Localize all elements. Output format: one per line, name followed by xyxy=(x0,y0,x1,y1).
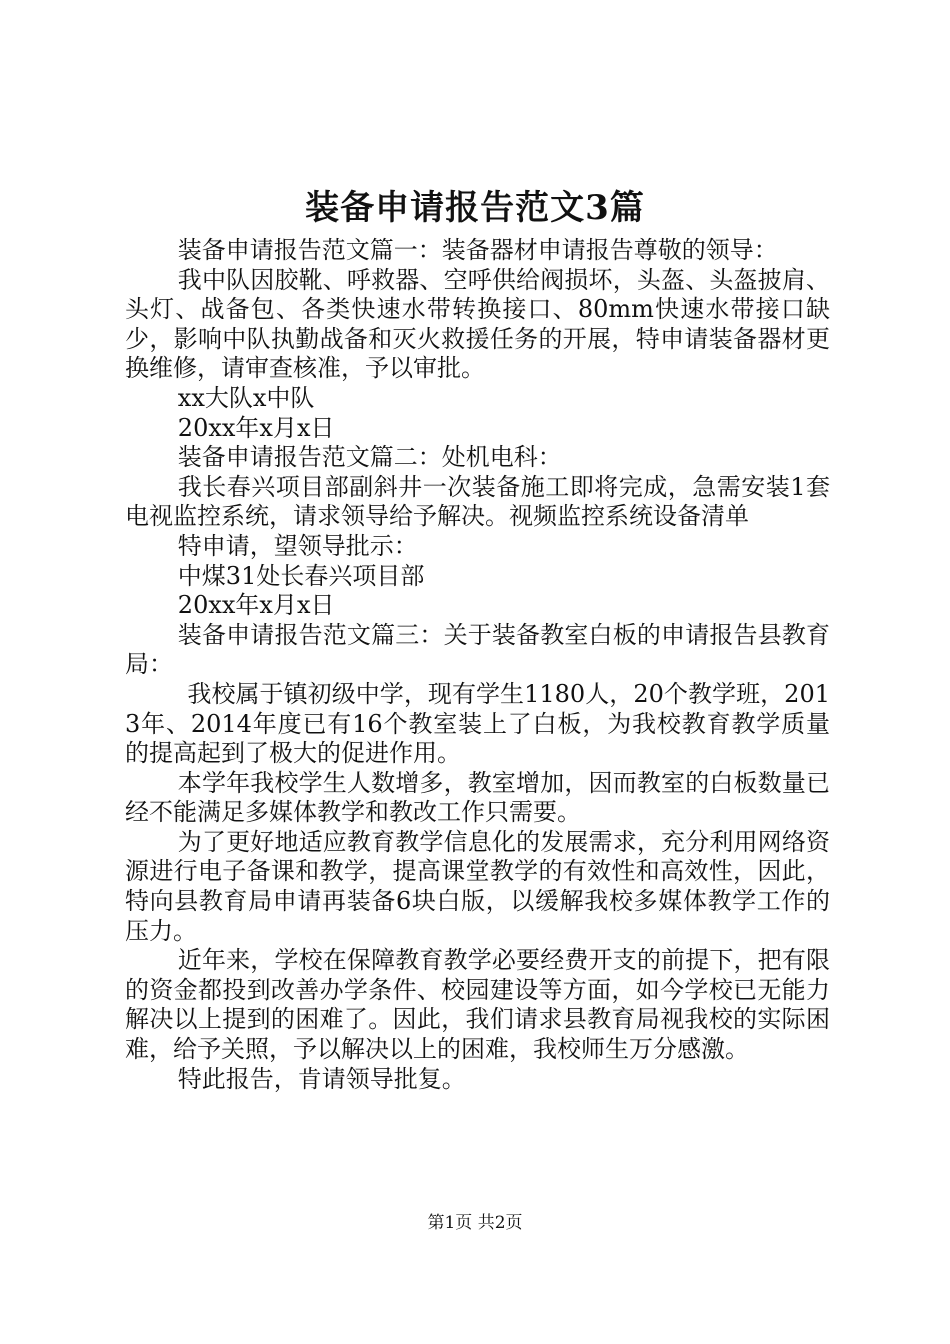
paragraph-7: 特申请，望领导批示： xyxy=(177,531,418,560)
paragraph-4: 20xx年x月x日 xyxy=(177,413,335,442)
paragraph-13: 为了更好地适应教育教学信息化的发展需求，充分利用网络资源进行电子备课和教学，提高课堂教学的有效性和高效性，因此，特向县教育局申请再装备6块白版，以缓解我校多媒体教学工作的压力。 xyxy=(125,827,830,945)
paragraph-6: 我长春兴项目部副斜井一次装备施工即将完成，急需安装1套电视监控系统，请求领导给予解决。视频监控系统设备清单 xyxy=(125,472,830,531)
paragraph-2: 我中队因胶靴、呼救器、空呼供给阀损坏，头盔、头盔披肩、头灯、战备包、各类快速水带转换接口、80mm快速水带接口缺少，影响中队执勤战备和灭火救援任务的开展，特申请装备器材更换维修，请审查核准，予以审批。 xyxy=(125,265,830,383)
paragraph-10: 装备申请报告范文篇三：关于装备教室白板的申请报告县教育局： xyxy=(125,620,830,679)
document-title: 装备申请报告范文3篇 xyxy=(305,188,645,228)
paragraph-3: xx大队x中队 xyxy=(177,383,315,412)
paragraph-5: 装备申请报告范文篇二：处机电科： xyxy=(177,443,562,472)
paragraph-8: 中煤31处长春兴项目部 xyxy=(177,561,425,590)
paragraph-1: 装备申请报告范文篇一：装备器材申请报告尊敬的领导： xyxy=(177,236,778,264)
paragraph-14: 近年来，学校在保障教育教学必要经费开支的前提下，把有限的资金都投到改善办学条件、校园建设等方面，如今学校已无能力解决以上提到的困难了。因此，我们请求县教育局视我校的实际困难，给予关照，予以解决以上的困难，我校师生万分感激。 xyxy=(125,946,830,1064)
document-body xyxy=(125,236,830,1094)
paragraph-11: 我校属于镇初级中学，现有学生1180人，20个教学班，2013年、2014年度已有16个教室装上了白板，为我校教育教学质量的提高起到了极大的促进作用。 xyxy=(125,679,830,768)
paragraph-9: 20xx年x月x日 xyxy=(177,591,335,620)
page-footer: 第1页 共2页 xyxy=(427,1213,523,1233)
paragraph-12: 本学年我校学生人数增多，教室增加，因而教室的白板数量已经不能满足多媒体教学和教改工作只需要。 xyxy=(125,768,830,827)
paragraph-15: 特此报告，肯请领导批复。 xyxy=(177,1064,466,1093)
